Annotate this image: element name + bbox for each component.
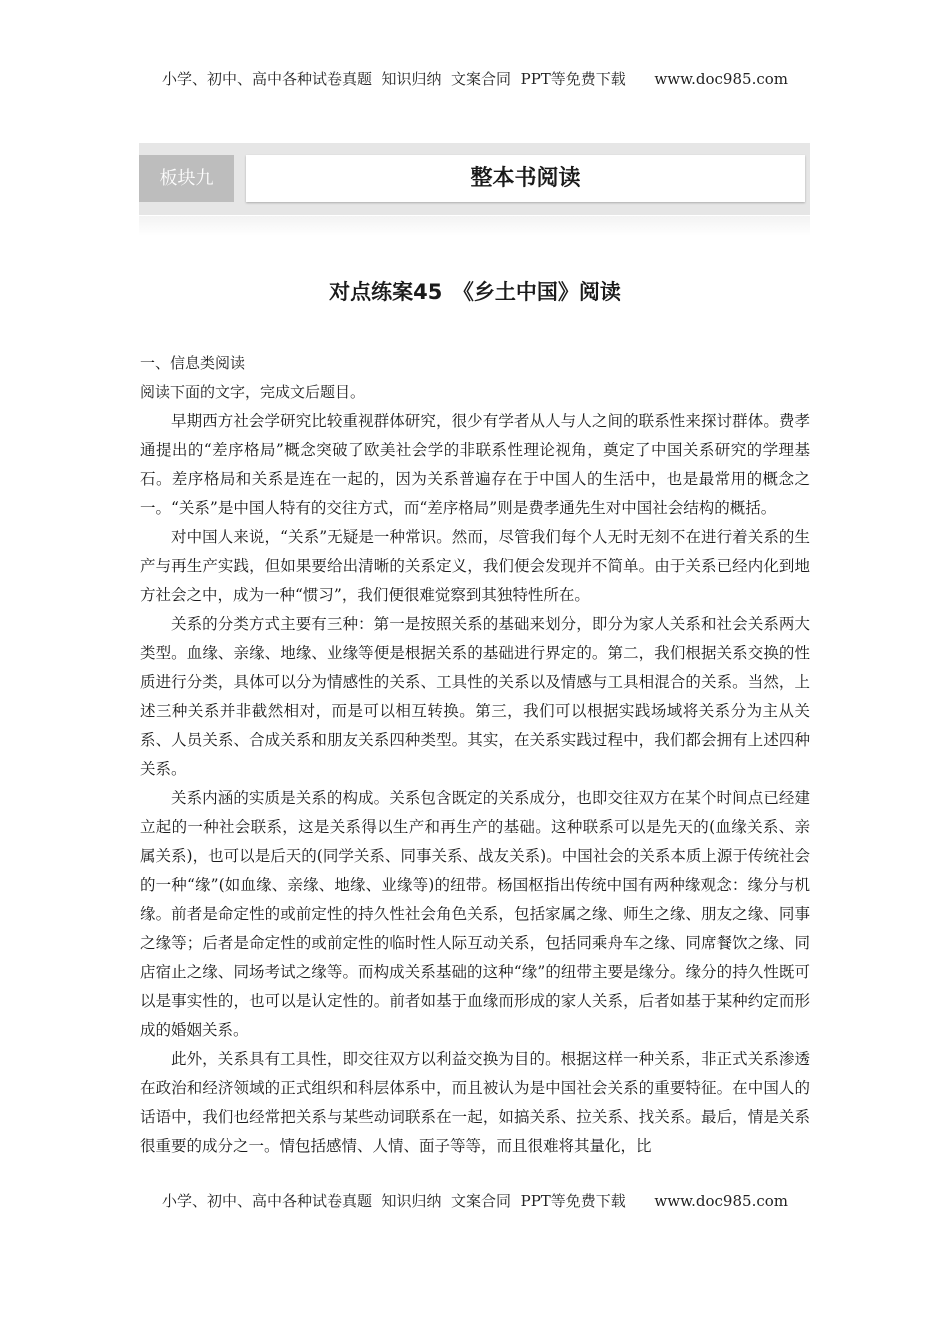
page-footer: 小学、初中、高中各种试卷真题 知识归纳 文案合同 PPT等免费下载 www.doc985.com — [161, 1192, 788, 1210]
paragraph-5: 此外，关系具有工具性，即交往双方以利益交换为目的。根据这样一种关系，非正式关系渗透在政治和经济领域的正式组织和科层体系中，而且被认为是中国社会关系的重要特征。在中国人的话语中，我们也经常把关系与某些动词联系在一起，如搞关系、拉关系、找关系。最后，情是关系很重要的成分之一。情包括感情、人情、面子等等，而且很难将其量化，比 — [140, 1050, 810, 1155]
section-title: 整本书阅读 — [246, 155, 805, 202]
article-body — [140, 349, 810, 1161]
paragraph-3: 关系的分类方式主要有三种：第一是按照关系的基础来划分，即分为家人关系和社会关系两大类型。血缘、亲缘、地缘、业缘等便是根据关系的基础进行界定的。第二，我们根据关系交换的性质进行分类，具体可以分为情感性的关系、工具性的关系以及情感与工具相混合的关系。当然，上述三种关系并非截然相对，而是可以相互转换。第三，我们可以根据实践场域将关系分为主从关系、人员关系、合成关系和朋友关系四种类型。其实，在关系实践过程中，我们都会拥有上述四种关系。 — [140, 615, 810, 778]
section-heading: 一、信息类阅读 — [140, 354, 246, 372]
instruction: 阅读下面的文字，完成文后题目。 — [140, 383, 366, 401]
paragraph-4: 关系内涵的实质是关系的构成。关系包含既定的关系成分，也即交往双方在某个时间点已经建立起的一种社会联系，这是关系得以生产和再生产的基础。这种联系可以是先天的(血缘关系、亲属关系)，也可以是后天的(同学关系、同事关系、战友关系)。中国社会的关系本质上源于传统社会的一种“缘”(如血缘、亲缘、地缘、业缘等)的纽带。杨国枢指出传统中国有两种缘观念：缘分与机缘。前者是命定性的或前定性的持久性社会角色关系，包括家属之缘、师生之缘、朋友之缘、同事之缘等；后者是命定性的或前定性的临时性人际互动关系，包括同乘舟车之缘、同席餐饮之缘、同店宿止之缘、同场考试之缘等。而构成关系基础的这种“缘”的纽带主要是缘分。缘分的持久性既可以是事实性的，也可以是认定性的。前者如基于血缘而形成的家人关系，后者如基于某种约定而形成的婚姻关系。 — [140, 789, 810, 1039]
paragraph-2: 对中国人来说，“关系”无疑是一种常识。然而，尽管我们每个人无时无刻不在进行着关系的生产与再生产实践，但如果要给出清晰的关系定义，我们便会发现并不简单。由于关系已经内化到地方社会之中，成为一种“惯习”，我们便很难觉察到其独特性所在。 — [140, 528, 810, 604]
page-header: 小学、初中、高中各种试卷真题 知识归纳 文案合同 PPT等免费下载 www.doc985.com — [161, 70, 788, 88]
page-title: 对点练案45 《乡土中国》阅读 — [329, 280, 621, 304]
paragraph-1: 早期西方社会学研究比较重视群体研究，很少有学者从人与人之间的联系性来探讨群体。费孝通提出的“差序格局”概念突破了欧美社会学的非联系性理论视角，奠定了中国关系研究的学理基石。差序格局和关系是连在一起的，因为关系普遍存在于中国人的生活中，也是最常用的概念之一。“关系”是中国人特有的交往方式，而“差序格局”则是费孝通先生对中国社会结构的概括。 — [140, 412, 810, 517]
banner-shadow — [139, 216, 810, 236]
section-label: 板块九 — [139, 155, 234, 202]
